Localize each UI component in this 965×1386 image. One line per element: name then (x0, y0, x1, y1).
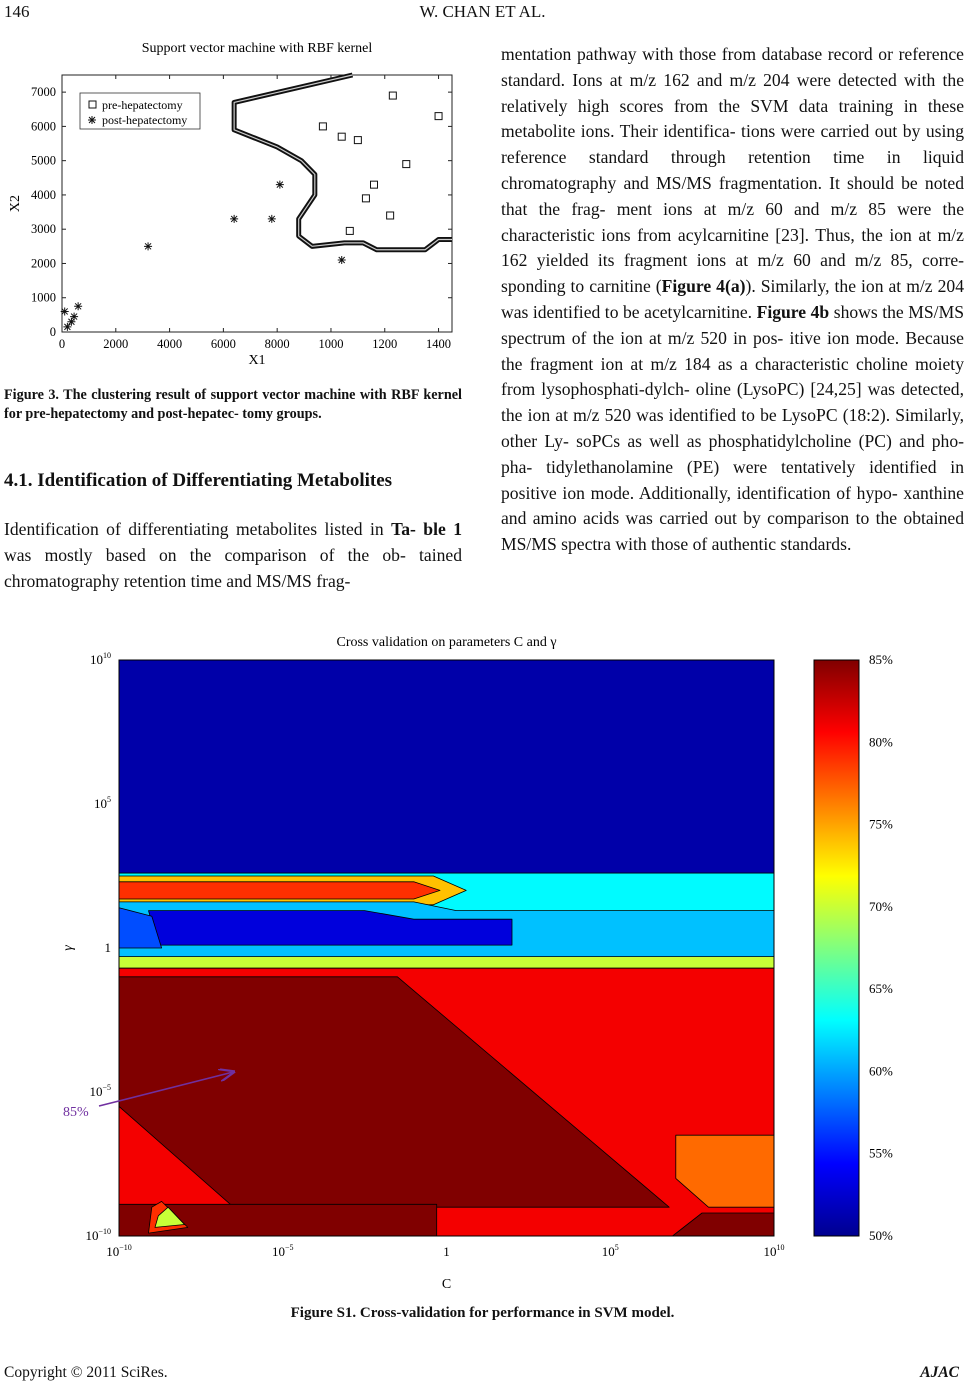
y-tick-label (85, 1227, 111, 1243)
figureS1-caption: Figure S1. Cross-validation for performance in SVM model. (290, 1305, 675, 1321)
body-paragraph-right (501, 42, 964, 558)
point-post-hepatectomy (70, 313, 78, 321)
point-pre-hepatectomy (387, 212, 394, 219)
tick-exponent: 10 (776, 1243, 785, 1252)
y-tick-label: 2000 (31, 256, 56, 271)
text-run: Identification of differentiating metabolites listed in (4, 519, 392, 539)
tick-exponent: −5 (102, 1083, 111, 1092)
text-run: Figure 4b (756, 301, 830, 322)
legend (80, 93, 200, 129)
x-tick-label: 1200 (372, 337, 398, 351)
y-tick-label: 7000 (31, 85, 56, 100)
y-tick-label: 5000 (31, 153, 56, 168)
text-run: was mostly based on the comparison of the ob- tained chromatography retention time and MS/MS frag- (4, 544, 462, 591)
figure3-caption: Figure 3. The clustering result of support vector machine with RBF kernel for pre-hepatectomy and post-hepatec- tomy groups. (4, 387, 462, 422)
footer-copyright: Copyright © 2011 SciRes. (4, 1364, 168, 1381)
point-post-hepatectomy (338, 256, 346, 264)
x-tick-label: 0 (58, 337, 66, 351)
legend-label: post-hepatectomy (102, 113, 188, 127)
colorbar-label: 60% (869, 1063, 893, 1079)
contour-region (119, 882, 440, 899)
text-run: Ta- ble 1 (391, 519, 462, 539)
footer-journal: AJAC (920, 1364, 959, 1381)
colorbar-label: 80% (869, 734, 893, 750)
text-run: mentation pathway with those from database record or reference standard. Ions at m/z 162 and m/z 204 were detected with the relatively high scores from the SVM data training in these metabolite ions. Their identifica- tions were carried out by using reference standard through retention time in liquid chromatography and MS/MS fragmentation. It should be noted that the frag- ment ions at m/z 60 and m/z 85 were the characteristic ions from acylcarnitine [23]. Thus, the ion at m/z 162 yielded its fragment ions at m/z 60 and m/z 85, corre- sponding to carnitine ( (501, 44, 964, 297)
y-axis-label: X2 (8, 194, 23, 213)
y-tick-label (105, 940, 112, 955)
tick-base: 10 (106, 1244, 120, 1259)
text-run: shows the MS/MS spectrum of the ion at m/z 520 in pos- itive ion mode. Because the fragment ion at m/z 184 as a characteristic choline moiety from lysophosphati-dylch- oline (LysoPC) [24,25] was detected, the ion at m/z 520 was identified to be LysoPC (18:2). Similarly, other Ly- soPCs as well as phosphatidylcholine (PC) and pho- pha- tidylethanolamine (PE) were tentatively identified in positive ion mode. Additionally, identification of hypo- xanthine and amino acids was carried out by comparison to the obtained MS/MS spectra with those of authentic standards. (501, 301, 964, 555)
point-pre-hepatectomy (371, 181, 378, 188)
x-axis-label: X1 (248, 353, 266, 368)
colorbar (814, 660, 859, 1236)
x-tick-label: 1400 (426, 337, 452, 351)
colorbar-label: 65% (869, 981, 893, 997)
colorbar-label: 50% (869, 1228, 893, 1243)
tick-base: 10 (85, 1228, 99, 1243)
y-tick-label (89, 1083, 111, 1099)
point-post-hepatectomy (61, 307, 69, 315)
colorbar-label: 85% (869, 652, 893, 667)
point-post-hepatectomy (230, 215, 238, 223)
tick-base: 10 (89, 1084, 103, 1099)
contour-region (119, 957, 774, 969)
figure3-scatter-chart (4, 35, 466, 368)
y-tick-label (94, 795, 111, 811)
point-post-hepatectomy (276, 181, 284, 189)
running-title: W. CHAN ET AL. (419, 2, 546, 21)
body-paragraph-left (4, 517, 462, 594)
point-pre-hepatectomy (346, 227, 353, 234)
tick-base: 10 (94, 796, 107, 811)
x-tick-label: 1000 (318, 337, 344, 351)
colorbar-label: 70% (869, 898, 893, 914)
tick-exponent: −10 (98, 1227, 111, 1236)
x-tick-label (106, 1243, 132, 1259)
tick-base: 10 (763, 1244, 777, 1259)
colorbar-label: 75% (869, 816, 893, 832)
tick-exponent: 5 (614, 1243, 619, 1252)
tick-base: 10 (271, 1244, 285, 1259)
point-pre-hepatectomy (362, 195, 369, 202)
tick-base: 10 (90, 652, 103, 667)
y-tick-label: 4000 (31, 187, 56, 202)
y-tick-label: 0 (49, 325, 56, 339)
point-post-hepatectomy (74, 302, 82, 310)
tick-exponent: −5 (284, 1243, 294, 1252)
contour-region (119, 660, 774, 873)
tick-base: 1 (443, 1244, 450, 1259)
x-tick-label (272, 1243, 294, 1259)
chart-title: Cross validation on parameters C and γ (336, 635, 557, 650)
text-run: ). Similarly, the ion at m/z 204 was identified to be acetylcarnitine. (501, 276, 964, 322)
point-pre-hepatectomy (435, 113, 442, 120)
point-post-hepatectomy (144, 242, 152, 250)
tick-base: 1 (104, 940, 111, 955)
tick-base: 10 (601, 1244, 615, 1259)
annotation-label: 85% (63, 1105, 89, 1120)
legend-star-icon (88, 116, 96, 124)
page-number: 146 (4, 2, 30, 21)
legend-label: pre-hepatectomy (102, 98, 183, 112)
y-tick-label: 1000 (31, 290, 56, 305)
point-post-hepatectomy (63, 323, 71, 331)
y-tick-label: 3000 (31, 222, 56, 237)
point-pre-hepatectomy (354, 137, 361, 144)
x-tick-label: 2000 (103, 337, 129, 351)
x-tick-label (764, 1243, 785, 1259)
tick-exponent: 10 (103, 651, 111, 660)
x-tick-label: 6000 (210, 337, 236, 351)
y-axis-label: γ (61, 945, 76, 951)
point-pre-hepatectomy (389, 92, 396, 99)
y-tick-label (90, 651, 111, 667)
x-tick-label (602, 1243, 619, 1259)
point-pre-hepatectomy (319, 123, 326, 130)
tick-exponent: 5 (107, 795, 111, 804)
tick-exponent: −10 (119, 1243, 132, 1252)
figureS1-heatmap-chart (62, 626, 904, 1294)
legend-square-icon (89, 101, 96, 108)
x-axis-label: C (441, 1277, 452, 1292)
x-tick-label: 8000 (264, 337, 290, 351)
colorbar-label: 55% (869, 1145, 893, 1161)
chart-title: Support vector machine with RBF kernel (141, 41, 373, 56)
point-pre-hepatectomy (338, 133, 345, 140)
point-post-hepatectomy (268, 215, 276, 223)
point-pre-hepatectomy (403, 161, 410, 168)
section-heading: 4.1. Identification of Differentiating Metabolites (4, 470, 393, 491)
x-tick-label: 4000 (157, 337, 183, 351)
text-run: Figure 4(a) (661, 276, 746, 297)
y-tick-label: 6000 (31, 119, 56, 134)
x-tick-label (443, 1244, 450, 1259)
